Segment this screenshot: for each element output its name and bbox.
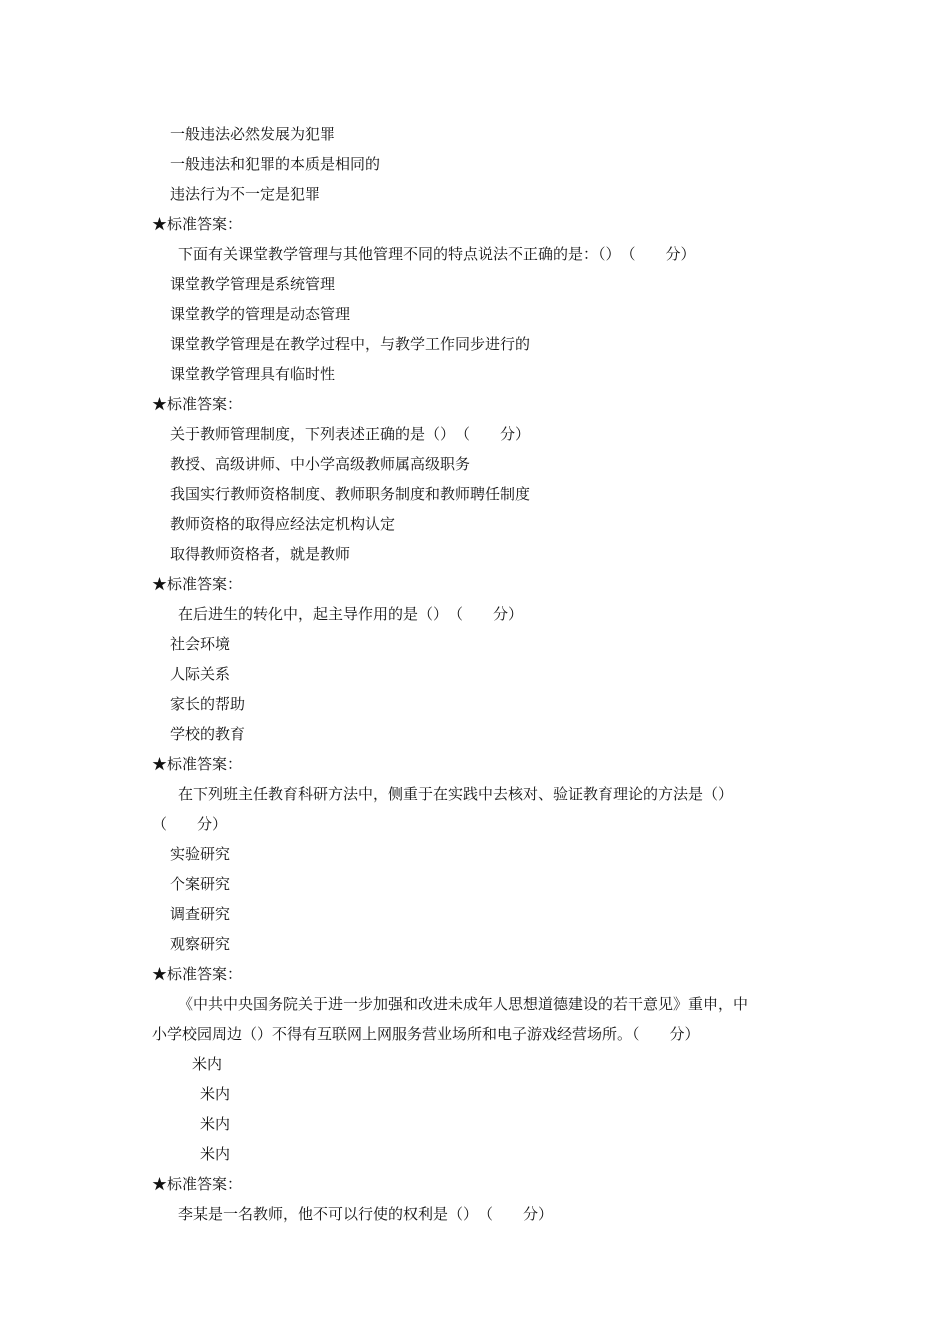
- question-text-continued: （ 分）: [152, 815, 228, 833]
- option-text: 社会环境: [170, 635, 231, 653]
- standard-answer-label: ★标准答案：: [152, 965, 243, 983]
- question-text: 关于教师管理制度，下列表述正确的是（） （ 分）: [170, 425, 531, 443]
- question-text: 在下列班主任教育科研方法中，侧重于在实践中去核对、验证教育理论的方法是（）: [178, 785, 734, 803]
- option-text: 取得教师资格者，就是教师: [170, 545, 351, 563]
- option-text: 教师资格的取得应经法定机构认定: [170, 515, 396, 533]
- standard-answer-label: ★标准答案：: [152, 215, 243, 233]
- option-text: 我国实行教师资格制度、教师职务制度和教师聘任制度: [170, 485, 531, 503]
- option-text: 课堂教学管理是在教学过程中，与教学工作同步进行的: [170, 335, 531, 353]
- option-text: 米内: [200, 1145, 231, 1163]
- option-text: 米内: [200, 1115, 231, 1133]
- option-text: 家长的帮助: [170, 695, 246, 713]
- question-text: 《中共中央国务院关于进一步加强和改进未成年人思想道德建设的若干意见》重申，中: [178, 995, 749, 1013]
- option-text: 课堂教学的管理是动态管理: [170, 305, 351, 323]
- option-text: 调查研究: [170, 905, 231, 923]
- question-text: 下面有关课堂教学管理与其他管理不同的特点说法不正确的是：（） （ 分）: [178, 245, 696, 263]
- option-text: 个案研究: [170, 875, 231, 893]
- option-text: 实验研究: [170, 845, 231, 863]
- question-text-continued: 小学校园周边（）不得有互联网上网服务营业场所和电子游戏经营场所。（ 分）: [152, 1025, 700, 1043]
- option-text: 教授、高级讲师、中小学高级教师属高级职务: [170, 455, 471, 473]
- standard-answer-label: ★标准答案：: [152, 575, 243, 593]
- option-text: 学校的教育: [170, 725, 246, 743]
- standard-answer-label: ★标准答案：: [152, 755, 243, 773]
- option-text: 一般违法和犯罪的本质是相同的: [170, 155, 381, 173]
- option-text: 观察研究: [170, 935, 231, 953]
- question-text: 在后进生的转化中，起主导作用的是（） （ 分）: [178, 605, 524, 623]
- question-text: 李某是一名教师，他不可以行使的权利是（） （ 分）: [178, 1205, 554, 1223]
- option-text: 课堂教学管理是系统管理: [170, 275, 336, 293]
- standard-answer-label: ★标准答案：: [152, 1175, 243, 1193]
- option-text: 一般违法必然发展为犯罪: [170, 125, 336, 143]
- option-text: 米内: [192, 1055, 223, 1073]
- option-text: 违法行为不一定是犯罪: [170, 185, 321, 203]
- option-text: 课堂教学管理具有临时性: [170, 365, 336, 383]
- option-text: 米内: [200, 1085, 231, 1103]
- option-text: 人际关系: [170, 665, 231, 683]
- standard-answer-label: ★标准答案：: [152, 395, 243, 413]
